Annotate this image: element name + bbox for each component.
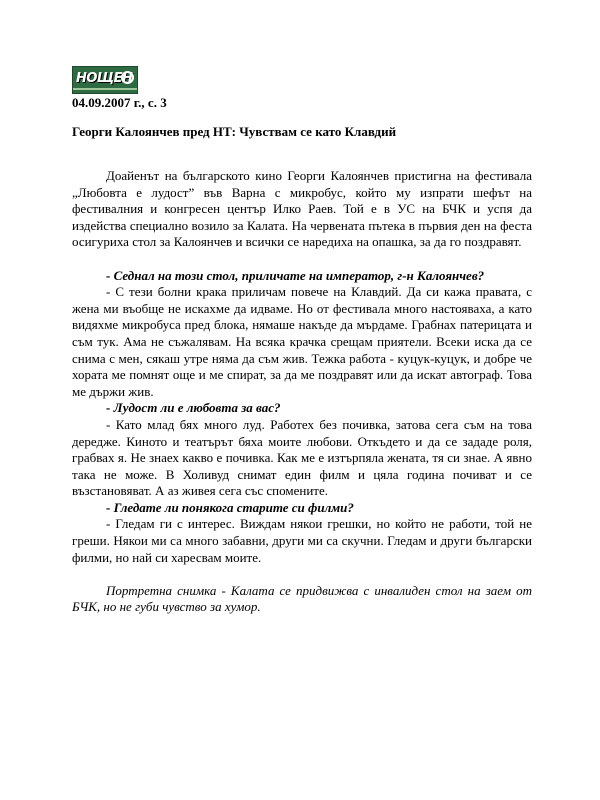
answer-2: - Като млад бях много луд. Работех без почивка, затова сега съм на това дередже. Киното и театърът бяха моите любови. Откъдето и да се зададе роля, грабвах я. Не знаех какво е почивка. Как ме е изтърпяла жената, тя си знае. А явно така не може. В Холивуд снимат един филм и цяла година почиват и се възстановяват. А аз живея сега със спомените.	[72, 416, 532, 499]
publication-date: 04.09.2007 г., с. 3	[72, 95, 167, 110]
logo-text: НОЩЕН	[76, 71, 133, 86]
logo-ring	[121, 71, 134, 84]
photo-caption: Портретна снимка - Калата се придвижва с инвалиден стол на заем от БЧК, но не губи чувство за хумор.	[72, 582, 532, 615]
answer-1: - С тези болни крака приличам повече на Клавдий. Да си кажа правата, с жена ми въобще не искахме да идваме. Но от фестивала много настояваха, а като видяхме микробуса пред блока, нямаше накъде да мърдаме. Грабнах патерицата и съм тук. Ама не съжалявам. На всяка крачка срещам приятели. Всеки иска да се снима с мен, сякаш утре няма да съм жив. Тежка работа - куцук-куцук, и добре че хората ме помнят още и ме спират, за да ме поздравят или да искат автограф. Това ме държи жив.	[72, 284, 532, 399]
newspaper-logo-icon	[72, 66, 138, 94]
question-3: - Гледате ли понякога старите си филми?	[106, 499, 354, 515]
article-body	[72, 168, 532, 616]
question-2: - Лудост ли е любовта за вас?	[106, 400, 281, 416]
question-1: - Седнал на този стол, приличате на император, г-н Калоянчев?	[106, 267, 485, 283]
answer-3: - Гледам ги с интерес. Виждам някои грешки, но който не работи, той не греши. Някои ми са много забавни, други ми са скучни. Гледам и други български филми, но най си харесвам моите.	[72, 516, 532, 565]
logo-bar	[73, 88, 137, 90]
lead-paragraph: Доайенът на българското кино Георги Калоянчев пристигна на фестивала „Любовта е лудост” във Варна с микробус, който му изпрати шефът на фестивалния и конгресен център Илко Раев. Той е в УС на БЧК и успя да издейства специално возило за Калата. На червената пътека в първия ден на феста осигуриха стол за Калоянчев и всички се наредиха на опашка, за да го поздравят.	[72, 168, 532, 250]
article-title: Георги Калоянчев пред НТ: Чувствам се като Клавдий	[72, 124, 397, 139]
